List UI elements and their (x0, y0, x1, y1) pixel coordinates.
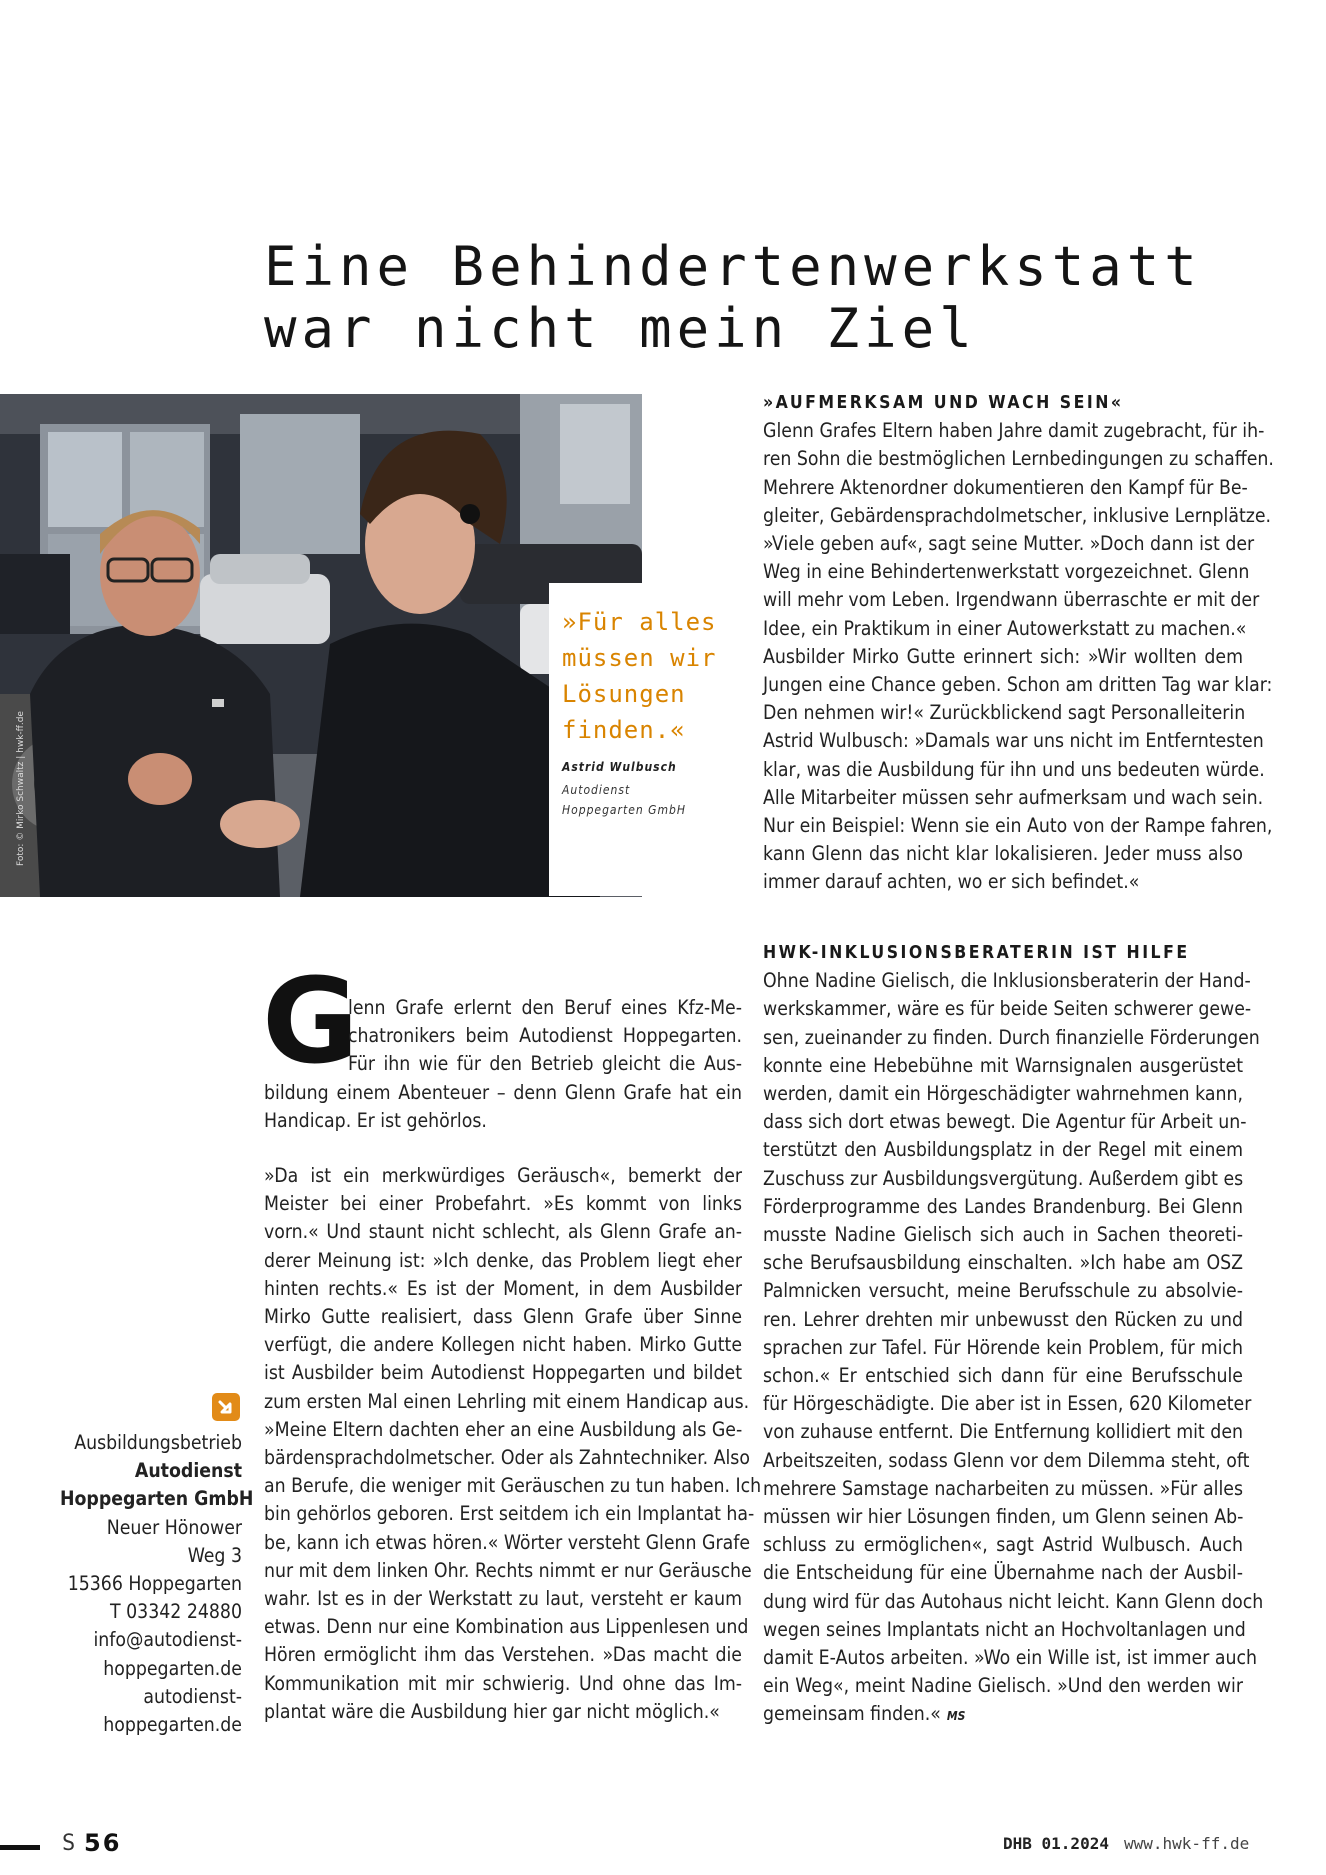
text-line: Handicap. Er ist gehörlos. (264, 1108, 487, 1132)
section-body (763, 967, 1264, 1730)
website-link: www.hwk-ff.de (1124, 1834, 1250, 1853)
text-line: müssen wir hier Lösungen finden, um Glenn seinen Ab- (763, 1505, 1244, 1529)
text-line: lenn Grafe erlernt den Beruf eines Kfz-Me- (348, 996, 742, 1019)
company-address: Weg 3 (187, 1543, 242, 1567)
title-line-1: Eine Behindertenwerkstatt (264, 235, 1202, 298)
text-line: be, kann ich etwas hören.« Wörter versteht Glenn Grafe (264, 1530, 751, 1554)
quote-author: Astrid Wulbusch (562, 760, 677, 774)
text-line: ein Weg«, meint Nadine Gielisch. »Und den werden wir (763, 1674, 1243, 1698)
text-line: Meister bei einer Probefahrt. »Es kommt von links (264, 1192, 742, 1216)
text-line: Für ihn wie für den Betrieb gleicht die Aus- (348, 1052, 742, 1076)
text-line: Palmnicken versucht, meine Berufsschule zu absolvie- (763, 1279, 1243, 1303)
text-line: terstützt den Ausbildungsplatz in der Regel mit einem (763, 1138, 1243, 1162)
text-line: zum ersten Mal einen Lehrling mit einem Handicap aus. (264, 1389, 750, 1413)
photo-credit: Foto: © Mirko Schwaltz | hwk-ff.de (16, 711, 26, 866)
company-website: autodienst- (143, 1684, 242, 1708)
page-prefix: S (62, 1831, 76, 1856)
company-name: Autodienst (134, 1459, 242, 1483)
company-info-box (60, 1429, 254, 1739)
text-line: schluss zu ermöglichen«, sagt Astrid Wulbusch. Auch (763, 1533, 1243, 1557)
text-line: Hören ermöglicht ihm das Verstehen. »Das macht die (264, 1643, 742, 1667)
text-line: gemeinsam finden.« MS (763, 1702, 966, 1726)
quote-author-role (562, 780, 686, 820)
text-line: kann Glenn das nicht klar lokalisieren. Jeder muss also (763, 842, 1243, 866)
text-line: Alle Mitarbeiter müssen sehr aufmerksam und wach sein. (763, 785, 1264, 809)
text-line: Ausbilder Mirko Gutte erinnert sich: »Wir wollten dem (763, 644, 1243, 668)
text-line: »Da ist ein merkwürdiges Geräusch«, bemerkt der (264, 1164, 742, 1187)
text-line: die Entscheidung für eine Übernahme nach der Ausbil- (763, 1561, 1243, 1585)
arrow-link-icon (212, 1393, 240, 1421)
text-line: dass sich dort etwas bewegt. Die Agentur für Arbeit un- (763, 1110, 1247, 1134)
text-line: Arbeitszeiten, sodass Glenn vor dem Dilemma steht, oft (763, 1448, 1250, 1472)
pull-quote (562, 604, 722, 748)
text-line: Glenn Grafes Eltern haben Jahre damit zugebracht, für ih- (763, 419, 1265, 443)
text-line: damit E-Autos arbeiten. »Wo ein Wille ist, ist immer auch (763, 1646, 1258, 1670)
text-line: chatronikers beim Autodienst Hoppegarten. (348, 1024, 742, 1048)
text-line: ist Ausbilder beim Autodienst Hoppegarten und bildet (264, 1361, 742, 1385)
right-column-section-2 (763, 939, 1264, 1731)
text-line: sche Berufsausbildung einschalten. »Ich habe am OSZ (763, 1251, 1243, 1275)
text-line: Astrid Wulbusch: »Damals war uns nicht im Entferntesten (763, 729, 1264, 753)
title-line-2: war nicht mein Ziel (264, 297, 977, 360)
middle-column-body (264, 1162, 762, 1726)
page-number: 56 (84, 1829, 122, 1857)
text-line: plantat wäre die Ausbildung hier gar nicht möglich.« (264, 1699, 720, 1723)
pull-quote-line: finden.« (562, 716, 686, 744)
text-line: Zuschuss zur Ausbildungsvergütung. Außerdem gibt es (763, 1166, 1244, 1190)
text-line: Idee, ein Praktikum in einer Autowerkstatt zu machen.« (763, 616, 1247, 640)
text-line: Mirko Gutte realisiert, dass Glenn Grafe über Sinne (264, 1305, 742, 1329)
text-line: Mehrere Aktenordner dokumentieren den Kampf für Be- (763, 475, 1248, 499)
text-line: für Hörgeschädigte. Die aber ist in Essen, 620 Kilometer (763, 1392, 1252, 1416)
text-line: von zuhause entfernt. Die Entfernung kollidiert mit den (763, 1420, 1243, 1444)
company-email: hoppegarten.de (103, 1656, 242, 1680)
issue-label: DHB 01.2024 (1003, 1834, 1109, 1853)
footer-rule (0, 1845, 40, 1850)
pull-quote-line: müssen wir (562, 644, 717, 672)
pull-quote-line: Lösungen (562, 680, 686, 708)
quote-role-line: Hoppegarten GmbH (562, 803, 686, 817)
text-line: dung wird für das Autohaus nicht leicht. Kann Glenn doch (763, 1589, 1264, 1613)
text-line: konnte eine Hebebühne mit Warnsignalen ausgerüstet (763, 1053, 1243, 1077)
company-label: Ausbildungsbetrieb (74, 1431, 242, 1454)
text-line: immer darauf achten, wo er sich befindet.« (763, 870, 1140, 894)
middle-column-intro (264, 994, 742, 1135)
text-line: »Meine Eltern dachten eher an eine Ausbildung als Ge- (264, 1417, 743, 1441)
article-photo (0, 394, 642, 897)
drop-cap: G (262, 952, 359, 1090)
text-line: gleiter, Gebärdensprachdolmetscher, inklusive Lernplätze. (763, 503, 1272, 527)
text-line: bin gehörlos geboren. Erst seitdem ich ein Implantat ha- (264, 1502, 755, 1526)
text-line: sprachen zur Tafel. Für Hörende kein Problem, für mich (763, 1335, 1243, 1359)
section-heading: HWK-INKLUSIONSBERATERIN IST HILFE (763, 943, 1190, 963)
intro-body (264, 994, 742, 1135)
right-column-section-1 (763, 389, 1274, 897)
quote-role-line: Autodienst (562, 783, 631, 797)
text-line: bärdensprachdolmetscher. Oder als Zahntechniker. Also (264, 1446, 750, 1470)
text-line: Nur ein Beispiel: Wenn sie ein Auto von der Rampe fahren, (763, 814, 1273, 838)
text-line: Ohne Nadine Gielisch, die Inklusionsberaterin der Hand- (763, 969, 1251, 993)
text-line: an Berufe, die weniger mit Geräuschen zu tun haben. Ich (264, 1474, 762, 1498)
company-phone: T 03342 24880 (110, 1600, 242, 1624)
text-line: derer Meinung ist: »Ich denke, das Problem liegt eher (264, 1248, 742, 1272)
text-line: Kommunikation mit mir schwierig. Und ohne das Im- (264, 1671, 742, 1695)
text-line: wegen seines Implantats nicht an Hochvoltanlagen und (763, 1617, 1246, 1641)
company-name: Hoppegarten GmbH (60, 1487, 254, 1511)
text-line: verfügt, die andere Kollegen nicht haben. Mirko Gutte (264, 1333, 742, 1357)
text-line: hinten rechts.« Es ist der Moment, in dem Ausbilder (264, 1276, 742, 1300)
company-address: 15366 Hoppegarten (67, 1572, 242, 1596)
text-line: werkskammer, wäre es für beide Seiten schwerer gewe- (763, 997, 1252, 1021)
text-line: etwas. Denn nur eine Kombination aus Lippenlesen und (264, 1615, 749, 1639)
text-line: Weg in eine Behindertenwerkstatt vorgezeichnet. Glenn (763, 560, 1250, 584)
pull-quote-line: »Für alles (562, 608, 717, 636)
text-line: mehrere Samstage nacharbeiten zu müssen. »Für alles (763, 1476, 1243, 1500)
text-line: bildung einem Abenteuer – denn Glenn Grafe hat ein (264, 1080, 742, 1104)
text-line: will mehr vom Leben. Irgendwann überraschte er mit der (763, 588, 1260, 612)
text-line: klar, was die Ausbildung für ihn und uns bedeuten würde. (763, 757, 1265, 781)
text-line: Förderprogramme des Landes Brandenburg. Bei Glenn (763, 1194, 1243, 1218)
text-line: Den nehmen wir!« Zurückblickend sagt Personalleiterin (763, 701, 1246, 725)
text-line: ren. Lehrer drehten mir unbewusst den Rücken zu und (763, 1307, 1243, 1331)
text-line: »Viele geben auf«, sagt seine Mutter. »Doch dann ist der (763, 532, 1255, 556)
section-heading: »AUFMERKSAM UND WACH SEIN« (763, 393, 1124, 413)
text-line: musste Nadine Gielisch sich auch in Sachen theoreti- (763, 1223, 1243, 1247)
text-line: sen, zueinander zu finden. Durch finanzielle Förderungen (763, 1025, 1260, 1049)
section-body (763, 417, 1274, 896)
text-line: werden, damit ein Hörgeschädigter wahrnehmen kann, (763, 1082, 1243, 1106)
text-line: Jungen eine Chance geben. Schon am dritten Tag war klar: (763, 673, 1273, 697)
author-signoff: MS (946, 1709, 966, 1724)
company-email: info@autodienst- (93, 1628, 242, 1652)
company-website: hoppegarten.de (103, 1713, 242, 1737)
text-line: nur mit dem linken Ohr. Rechts nimmt er nur Geräusche (264, 1558, 752, 1582)
text-line: ren Sohn die bestmöglichen Lernbedingungen zu schaffen. (763, 447, 1274, 471)
article-title (264, 236, 1264, 360)
text-line: schon.« Er entschied sich dann für eine Berufsschule (763, 1364, 1243, 1388)
text-line: wahr. Ist es in der Werkstatt zu laut, versteht er kaum (264, 1587, 742, 1611)
company-address: Neuer Hönower (106, 1515, 242, 1539)
main-body (264, 1162, 762, 1726)
text-line: vorn.« Und staunt nicht schlecht, als Glenn Grafe an- (264, 1220, 742, 1244)
